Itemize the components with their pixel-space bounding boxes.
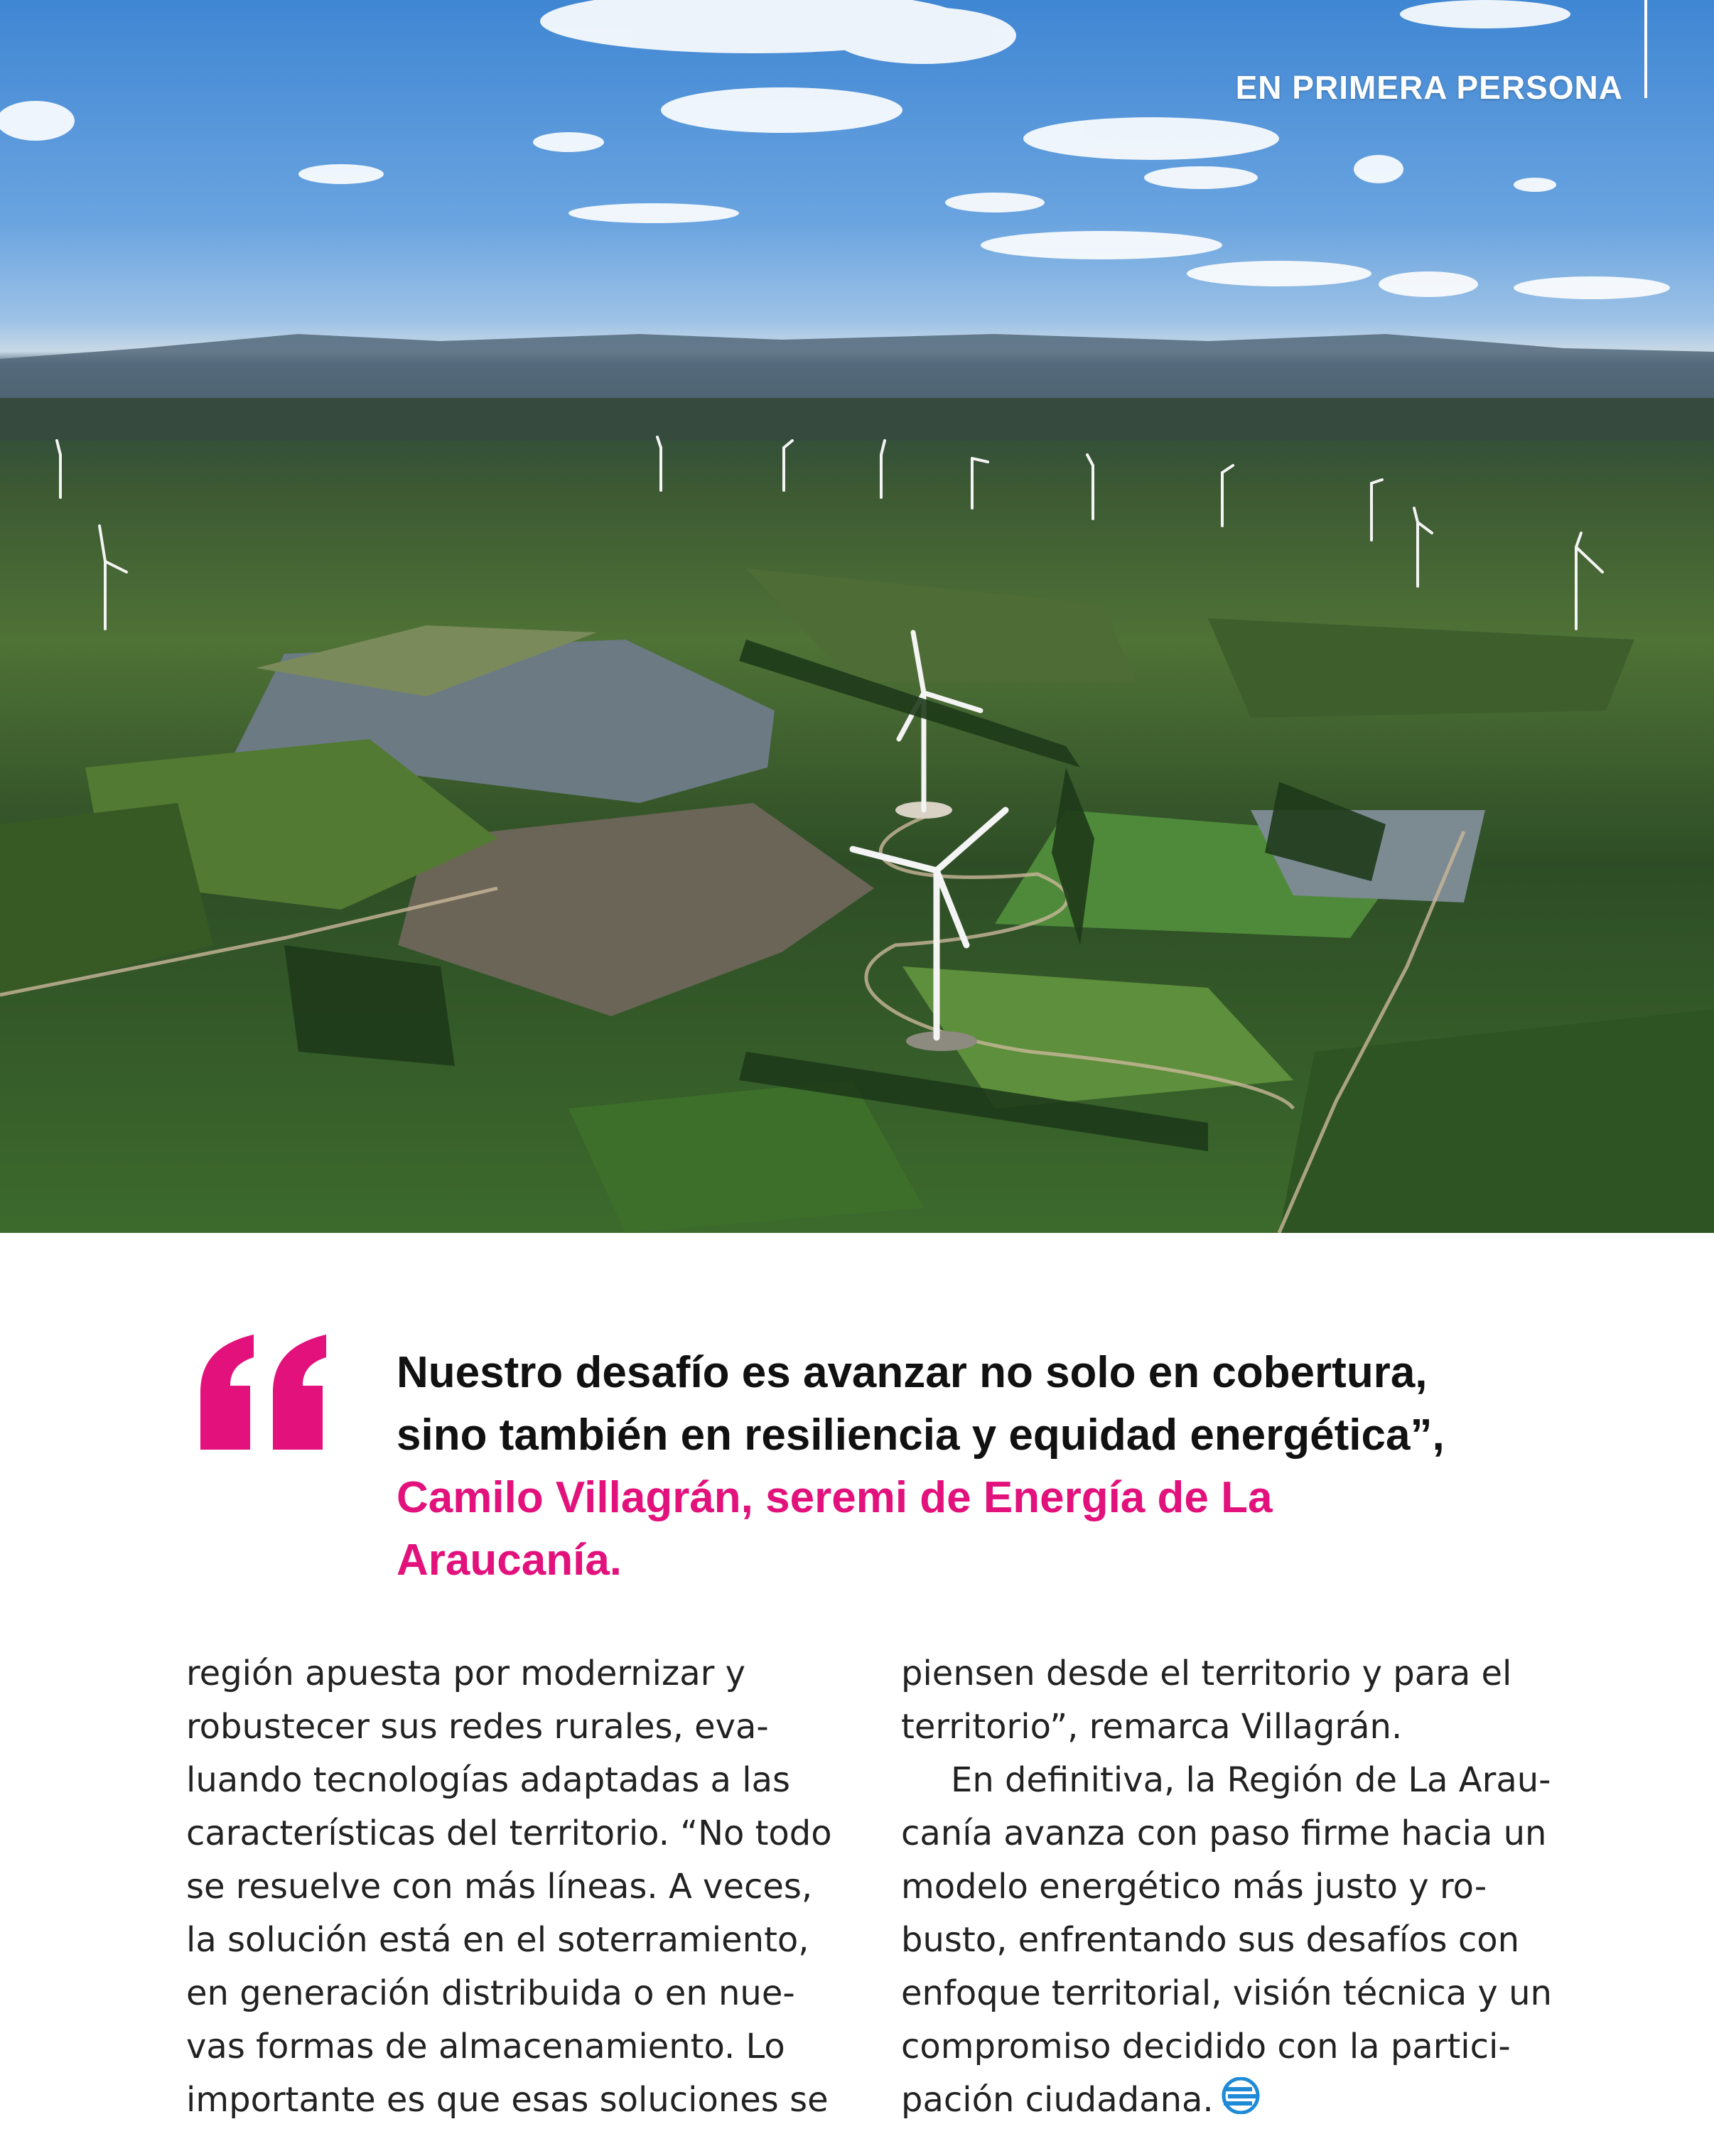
quote-attribution-line: Araucanía. <box>397 1536 622 1585</box>
body-line: características del territorio. “No todo <box>186 1813 832 1853</box>
body-line: territorio”, remarca Villagrán. <box>901 1707 1403 1747</box>
open-quote-icon <box>193 1329 335 1457</box>
body-line: modelo energético más justo y ro- <box>901 1867 1487 1907</box>
quote-line: sino también en resiliencia y equidad energética”, <box>397 1411 1445 1460</box>
body-line: compromiso decidido con la partici- <box>901 2027 1511 2066</box>
body-line: vas formas de almacenamiento. Lo <box>186 2027 785 2066</box>
body-column-left <box>186 1647 854 2127</box>
body-line: busto, enfrentando sus desafíos con <box>901 1920 1519 1960</box>
farm-fields <box>0 568 1714 1233</box>
body-column-right <box>901 1647 1569 2127</box>
body-line-text: pación ciudadana. <box>901 2080 1214 2120</box>
body-line: se resuelve con más líneas. A veces, <box>186 1867 813 1907</box>
pull-quote <box>397 1342 1605 1592</box>
body-line: canía avanza con paso firme hacia un <box>901 1813 1547 1853</box>
body-line: región apuesta por modernizar y <box>186 1654 746 1693</box>
body-line: piensen desde el territorio y para el <box>901 1654 1512 1693</box>
body-line: luando tecnologías adaptadas a las <box>186 1760 790 1800</box>
clouds <box>0 0 1670 299</box>
publication-logo-icon <box>1221 2077 1261 2114</box>
quote-line: Nuestro desafío es avanzar no solo en cobertura, <box>397 1348 1428 1397</box>
quote-attribution-line: Camilo Villagrán, seremi de Energía de La <box>397 1473 1273 1522</box>
section-tag: EN PRIMERA PERSONA <box>1235 69 1623 106</box>
body-line: en generación distribuida o en nue- <box>186 1973 795 2013</box>
body-last-line <box>901 2074 1569 2127</box>
paragraph-start-line: En definitiva, la Región de La Arau- <box>951 1760 1551 1800</box>
body-line: importante es que esas soluciones se <box>186 2080 829 2120</box>
body-line: la solución está en el soterramiento, <box>186 1920 809 1960</box>
body-line: enfoque territorial, visión técnica y un <box>901 1973 1552 2013</box>
header-rule <box>1644 0 1647 98</box>
body-line: robustecer sus redes rurales, eva- <box>186 1707 769 1747</box>
